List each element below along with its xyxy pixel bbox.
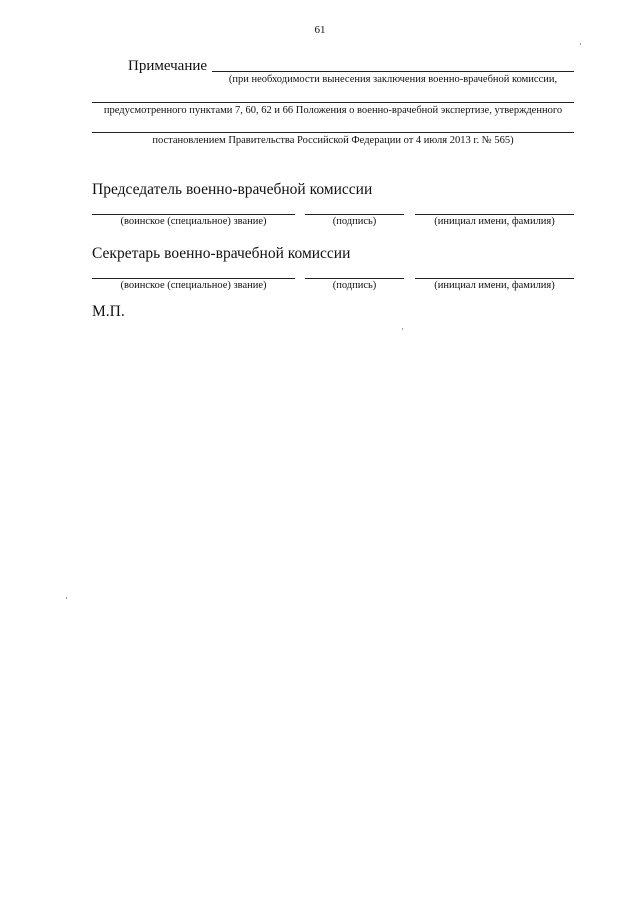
chairman-name-caption: (инициал имени, фамилия) — [434, 216, 555, 227]
secretary-signature-line — [305, 278, 404, 279]
secretary-rank-line — [92, 278, 295, 279]
note-line-3 — [92, 132, 574, 133]
scan-speck — [580, 43, 581, 45]
chairman-title: Председатель военно-врачебной комиссии — [92, 181, 373, 198]
chairman-rank-line — [92, 214, 295, 215]
scan-speck — [402, 328, 403, 330]
secretary-title: Секретарь военно-врачебной комиссии — [92, 245, 351, 262]
secretary-name-line — [415, 278, 574, 279]
scan-speck — [66, 597, 67, 599]
stamp-place-label: М.П. — [92, 303, 125, 320]
chairman-rank-caption: (воинское (специальное) звание) — [120, 216, 267, 227]
secretary-signature-caption: (подпись) — [332, 280, 377, 291]
note-line-1 — [212, 71, 574, 72]
chairman-name-line — [415, 214, 574, 215]
note-caption-1: (при необходимости вынесения заключения военно-врачебной комиссии, — [228, 74, 558, 85]
note-caption-2: предусмотренного пунктами 7, 60, 62 и 66 Положения о военно-врачебной экспертизе, утвержденного — [103, 105, 563, 116]
note-label: Примечание — [128, 58, 208, 74]
chairman-signature-caption: (подпись) — [332, 216, 377, 227]
secretary-rank-caption: (воинское (специальное) звание) — [120, 280, 267, 291]
secretary-name-caption: (инициал имени, фамилия) — [434, 280, 555, 291]
note-line-2 — [92, 102, 574, 103]
page-number: 61 — [314, 24, 326, 36]
chairman-signature-line — [305, 214, 404, 215]
note-caption-3: постановлением Правительства Российской Федерации от 4 июля 2013 г. № 565) — [152, 135, 514, 146]
